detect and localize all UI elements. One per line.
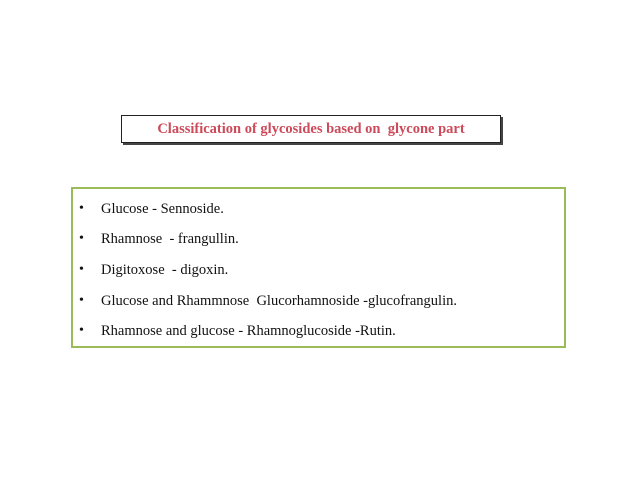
title-box: [121, 115, 501, 143]
list-item-text: Digitoxose - digoxin.: [101, 261, 229, 278]
bullet-list: [71, 187, 566, 348]
list-item-text: Rhamnose - frangullin.: [101, 230, 239, 247]
list-item: [79, 290, 457, 312]
bullet-icon: •: [79, 293, 84, 308]
slide-title: Classification of glycosides based on glycone part: [157, 120, 465, 137]
bullet-icon: •: [79, 201, 84, 216]
list-item-text: Glucose - Sennoside.: [101, 200, 224, 217]
list-item: [79, 259, 228, 281]
list-item-text: Glucose and Rhammnose Glucorhamnoside -glucofrangulin.: [101, 292, 457, 309]
bullet-icon: •: [79, 262, 84, 277]
list-item: [79, 228, 239, 250]
list-item: [79, 198, 224, 220]
list-item-text: Rhamnose and glucose - Rhamnoglucoside -Rutin.: [101, 322, 396, 339]
bullet-icon: •: [79, 231, 84, 246]
list-item: [79, 320, 396, 342]
bullet-icon: •: [79, 323, 84, 338]
